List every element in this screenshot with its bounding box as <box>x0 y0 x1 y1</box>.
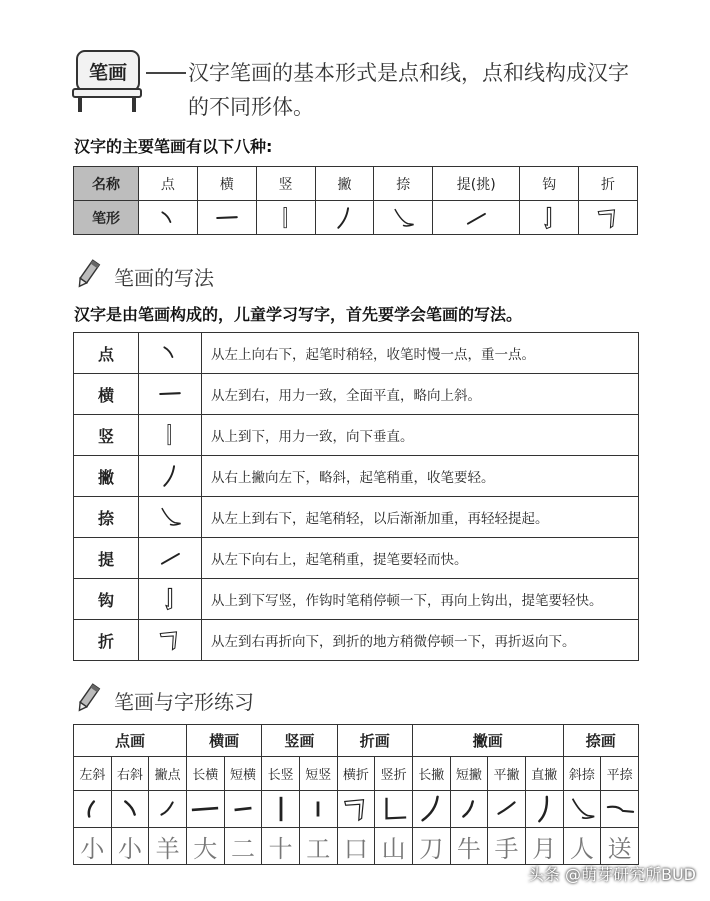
table-row <box>74 579 639 620</box>
practice-stroke-icon <box>262 791 300 828</box>
stroke-name: 钩 <box>74 579 139 620</box>
stroke-description: 从右上撇向左下，略斜，起笔稍重，收笔要轻。 <box>202 456 639 497</box>
practice-stroke-icon <box>525 791 563 828</box>
stroke-subtype: 长横 <box>186 757 224 791</box>
pencil-icon <box>72 682 104 718</box>
practice-stroke-icon <box>149 791 187 828</box>
stroke-practice-table <box>73 724 639 865</box>
stroke-group-header: 竖画 <box>262 725 337 757</box>
table-row <box>74 497 639 538</box>
badge-bench <box>72 88 142 98</box>
page-title: 汉字笔画的基本形式是点和线，点和线构成汉字 的不同形体。 <box>188 61 629 119</box>
stroke-subtype: 右斜 <box>111 757 149 791</box>
gou-stroke-icon <box>139 579 202 620</box>
stroke-description: 从左上到右下，起笔稍轻，以后渐渐加重，再轻轻提起。 <box>202 497 639 538</box>
na-stroke-icon <box>139 497 202 538</box>
table-row <box>74 456 639 497</box>
practice-stroke-icon <box>74 791 112 828</box>
stroke-subtype: 长撇 <box>412 757 450 791</box>
practice-stroke-icon <box>375 791 413 828</box>
stroke-subtype: 短撇 <box>450 757 488 791</box>
stroke-name-cell: 钩 <box>520 167 579 201</box>
practice-character: 送 <box>601 828 639 865</box>
table-row <box>74 374 639 415</box>
shu-stroke-icon <box>256 201 315 235</box>
stroke-name-cell: 提(挑) <box>433 167 520 201</box>
stroke-name-cell: 折 <box>579 167 638 201</box>
practice-character: 工 <box>299 828 337 865</box>
shu-stroke-icon <box>139 415 202 456</box>
stroke-description: 从左上向右下，起笔时稍轻，收笔时慢一点，重一点。 <box>202 333 639 374</box>
pie-stroke-icon <box>315 201 374 235</box>
table-row <box>74 415 639 456</box>
stroke-description: 从上到下，用力一致，向下垂直。 <box>202 415 639 456</box>
stroke-group-header: 点画 <box>74 725 187 757</box>
dot-stroke-icon <box>139 333 202 374</box>
stroke-group-header: 撇画 <box>412 725 563 757</box>
section-title-practice: 笔画与字形练习 <box>114 690 254 714</box>
stroke-writing-table <box>73 332 639 661</box>
stroke-subtype: 短横 <box>224 757 262 791</box>
dot-stroke-icon <box>139 201 198 235</box>
stroke-subtype: 平撇 <box>488 757 526 791</box>
practice-stroke-icon <box>224 791 262 828</box>
stroke-types-table <box>73 166 638 235</box>
stroke-subtype: 短竖 <box>299 757 337 791</box>
zhe-stroke-icon <box>139 620 202 661</box>
practice-character: 牛 <box>450 828 488 865</box>
stroke-subtype: 长竖 <box>262 757 300 791</box>
intro-text: 汉字是由笔画构成的，儿童学习写字，首先要学会笔画的写法。 <box>74 305 523 324</box>
ti-stroke-icon <box>139 538 202 579</box>
practice-character: 人 <box>563 828 601 865</box>
practice-stroke-icon <box>488 791 526 828</box>
stroke-name-cell: 捺 <box>374 167 433 201</box>
practice-stroke-icon <box>299 791 337 828</box>
practice-character: 十 <box>262 828 300 865</box>
row-header-name: 名称 <box>74 167 139 201</box>
practice-character: 月 <box>525 828 563 865</box>
stroke-group-header: 捺画 <box>563 725 638 757</box>
table-row <box>74 538 639 579</box>
stroke-description: 从左到右，用力一致，全面平直，略向上斜。 <box>202 374 639 415</box>
practice-character: 羊 <box>149 828 187 865</box>
stroke-name: 捺 <box>74 497 139 538</box>
stroke-name: 撇 <box>74 456 139 497</box>
subtitle: 汉字的主要笔画有以下八种: <box>74 137 273 156</box>
practice-character: 口 <box>337 828 375 865</box>
stroke-name-cell: 竖 <box>256 167 315 201</box>
section-title-writing: 笔画的写法 <box>114 266 214 290</box>
stroke-group-header: 横画 <box>186 725 261 757</box>
practice-character: 刀 <box>412 828 450 865</box>
practice-character: 大 <box>186 828 224 865</box>
stroke-description: 从左下向右上，起笔稍重，提笔要轻而快。 <box>202 538 639 579</box>
practice-stroke-icon <box>601 791 639 828</box>
practice-stroke-icon <box>412 791 450 828</box>
practice-stroke-icon <box>186 791 224 828</box>
stroke-subtype: 横折 <box>337 757 375 791</box>
row-header-shape: 笔形 <box>74 201 139 235</box>
stroke-subtype: 直撇 <box>525 757 563 791</box>
stroke-subtype: 撇点 <box>149 757 187 791</box>
badge-label: 笔画 <box>76 50 140 92</box>
stroke-description: 从上到下写竖，作钩时笔稍停顿一下，再向上钩出，提笔要轻快。 <box>202 579 639 620</box>
heng-stroke-icon <box>139 374 202 415</box>
practice-character: 小 <box>111 828 149 865</box>
pencil-icon <box>72 258 104 294</box>
practice-stroke-icon <box>337 791 375 828</box>
stroke-description: 从左到右再折向下，到折的地方稍微停顿一下，再折返向下。 <box>202 620 639 661</box>
pie-stroke-icon <box>139 456 202 497</box>
practice-character: 手 <box>488 828 526 865</box>
watermark: 头条 @萌芽研究所BUD <box>527 865 696 884</box>
header-badge <box>72 48 146 112</box>
stroke-name: 折 <box>74 620 139 661</box>
stroke-name: 点 <box>74 333 139 374</box>
practice-stroke-icon <box>563 791 601 828</box>
stroke-name: 提 <box>74 538 139 579</box>
practice-stroke-icon <box>111 791 149 828</box>
stroke-name-cell: 点 <box>139 167 198 201</box>
stroke-name-cell: 横 <box>197 167 256 201</box>
stroke-name: 横 <box>74 374 139 415</box>
stroke-name: 竖 <box>74 415 139 456</box>
gou-stroke-icon <box>520 201 579 235</box>
stroke-group-header: 折画 <box>337 725 412 757</box>
zhe-stroke-icon <box>579 201 638 235</box>
na-stroke-icon <box>374 201 433 235</box>
stroke-subtype: 斜捺 <box>563 757 601 791</box>
practice-character: 二 <box>224 828 262 865</box>
practice-character: 小 <box>74 828 112 865</box>
header-connector <box>146 72 186 74</box>
table-row <box>74 333 639 374</box>
table-row <box>74 620 639 661</box>
practice-stroke-icon <box>450 791 488 828</box>
stroke-subtype: 左斜 <box>74 757 112 791</box>
practice-character: 山 <box>375 828 413 865</box>
heng-stroke-icon <box>197 201 256 235</box>
stroke-subtype: 平捺 <box>601 757 639 791</box>
stroke-subtype: 竖折 <box>375 757 413 791</box>
stroke-name-cell: 撇 <box>315 167 374 201</box>
ti-stroke-icon <box>433 201 520 235</box>
